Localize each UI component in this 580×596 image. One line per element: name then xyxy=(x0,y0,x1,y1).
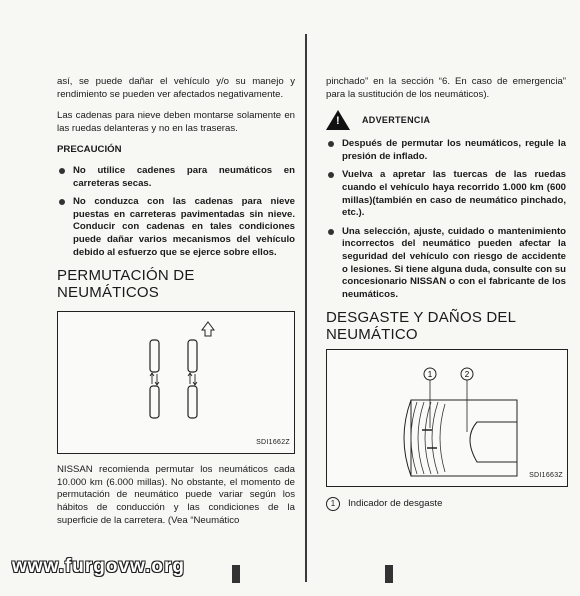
right-column xyxy=(326,76,566,511)
right-paragraph-1: pinchado” en la sección “6. En caso de emergencia” para la sustitución de los neumáticos). xyxy=(326,76,566,100)
precaucion-heading: PRECAUCIÓN xyxy=(57,144,122,156)
figure-code: SDI1662Z xyxy=(256,438,290,446)
precaucion-list xyxy=(57,165,295,259)
callout-1-label: 1 xyxy=(427,370,433,380)
list-item xyxy=(326,169,566,219)
column-divider xyxy=(305,34,307,582)
page-marker-right xyxy=(385,565,393,583)
tire-wear-figure xyxy=(326,349,568,487)
rotation-arrows-left-icon xyxy=(150,373,159,385)
tire-rear-left xyxy=(150,386,159,418)
warning-label: ADVERTENCIA xyxy=(362,114,431,125)
left-column xyxy=(57,76,295,536)
left-paragraph-1: así, se puede dañar el vehículo y/o su manejo y rendimiento se pueden ver afectados negativamente. xyxy=(57,76,295,100)
tire-front-left xyxy=(150,340,159,372)
tire-block xyxy=(411,400,517,476)
figure-code: SDI1663Z xyxy=(529,471,563,479)
bullet-icon xyxy=(328,141,334,147)
caption-text: Indicador de desgaste xyxy=(348,498,443,510)
tire-rotation-diagram xyxy=(58,312,294,453)
list-item xyxy=(326,226,566,302)
list-item-text: No conduzca con las cadenas para nieve puestas en carreteras pavimentadas sin nieve. Conducir con cadenas en tales condiciones puede dañar varios mecanismos del vehículo debido al esfuerzo que se ejerce sobre ellos. xyxy=(73,196,295,258)
tire-rear-right xyxy=(188,386,197,418)
left-paragraph-2: Las cadenas para nieve deben montarse solamente en las ruedas delanteras y no en las traseras. xyxy=(57,110,295,134)
left-paragraph-3: NISSAN recomienda permutar los neumáticos cada 10.000 km (6.000 millas). No obstante, el momento de permutación de neumático puede variar según los hábitos de conducción y las condiciones de la superficie de la carretera. (Vea “Neumático xyxy=(57,464,295,526)
warning-header xyxy=(326,110,566,130)
watermark: www.furgovw.org xyxy=(12,556,185,577)
page-marker-left xyxy=(232,565,240,583)
callout-2-label: 2 xyxy=(464,370,470,380)
section-title-line-2: NEUMÁTICO xyxy=(326,326,418,344)
bullet-icon xyxy=(59,199,65,205)
rotation-arrows-right-icon xyxy=(188,373,197,385)
section-title-desgaste xyxy=(326,309,566,343)
warning-list xyxy=(326,138,566,301)
tire-wear-diagram xyxy=(327,350,567,486)
list-item xyxy=(57,196,295,259)
caption-number: 1 xyxy=(326,497,340,511)
figure-caption xyxy=(326,497,566,511)
list-item-text: No utilice cadenes para neumáticos en carreteras secas. xyxy=(73,164,295,189)
list-item-text: Vuelva a apretar las tuercas de las ruedas cuando el vehículo haya recorrido 1.000 km (600 millas)(también en caso de neumático pinchado, etc.). xyxy=(342,169,566,219)
warning-icon: ! xyxy=(326,110,350,130)
tire-rotation-figure xyxy=(57,311,295,454)
list-item xyxy=(326,138,566,163)
list-item-text: Una selección, ajuste, cuidado o mantenimiento incorrectos del neumático pueden afectar la seguridad del vehículo con riesgo de accidente o lesiones. Si tiene alguna duda, consulte con su concesionario NISSAN o con el fabricante de los neumáticos. xyxy=(342,225,566,300)
bullet-icon xyxy=(59,168,65,174)
list-item xyxy=(57,165,295,190)
list-item-text: Después de permutar los neumáticos, regule la presión de inflado. xyxy=(342,138,566,162)
tire-front-right xyxy=(188,340,197,372)
bullet-icon xyxy=(328,172,334,178)
section-title-line-1: DESGASTE Y DAÑOS DEL xyxy=(326,309,517,327)
section-title-permutacion: PERMUTACIÓN DE NEUMÁTICOS xyxy=(57,267,195,302)
front-arrow-icon xyxy=(202,322,214,336)
bullet-icon xyxy=(328,229,334,235)
